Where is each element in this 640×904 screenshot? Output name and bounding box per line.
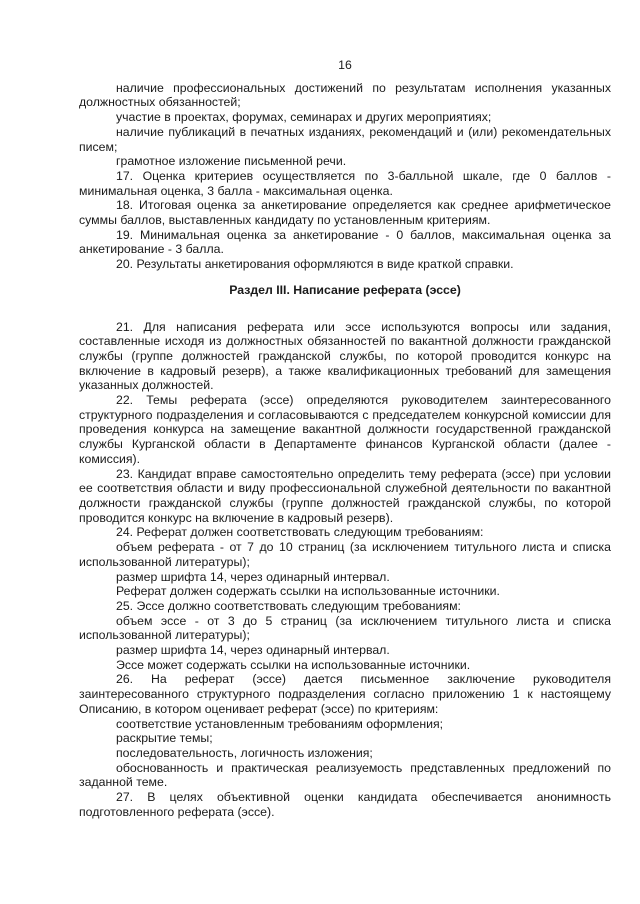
paragraph-23: 23. Кандидат вправе самостоятельно определить тему реферата (эссе) при условии ее соответствия области и виду профессиональной служебной деятельности по вакантной должности гражданской службы (группе должностей гражданской службы, по которой проводится конкурс на включение в кадровый резерв). [79,466,611,525]
paragraph-21: 21. Для написания реферата или эссе используются вопросы или задания, составленные исходя из должностных обязанностей по вакантной должности гражданской службы (группе должностей гражданской службы, по которой проводится конкурс на включение в кадровый резерв), а также квалификационных требований для замещения указанных должностей. [79,319,611,393]
paragraph: обоснованность и практическая реализуемость представленных предложений по заданной теме. [79,760,611,790]
paragraph: Реферат должен содержать ссылки на использованные источники. [116,584,500,599]
paragraph-22: 22. Темы реферата (эссе) определяются руководителем заинтересованного структурного подразделения и согласовываются с председателем конкурсной комиссии для проведения конкурса на замещение вакантной должности государственной гражданской службы Курганской области в Департаменте финансов Курганской области (далее - комиссия). [79,393,611,466]
paragraph: участие в проектах, форумах, семинарах и других мероприятиях; [116,110,492,125]
paragraph: раскрытие темы; [116,731,213,746]
paragraph: наличие публикаций в печатных изданиях, рекомендаций и (или) рекомендательных писем; [79,124,611,154]
paragraph-20: 20. Результаты анкетирования оформляются в виде краткой справки. [116,257,514,272]
page-number: 16 [338,58,352,72]
paragraph-19: 19. Минимальная оценка за анкетирование - 0 баллов, максимальная оценка за анкетирование - 3 балла. [79,227,611,257]
paragraph-26: 26. На реферат (эссе) дается письменное заключение руководителя заинтересованного структурного подразделения согласно приложению 1 к настоящему Описанию, в котором оценивает реферат (эссе) по критериям: [79,672,611,716]
paragraph: объем эссе - от 3 до 5 страниц (за исключением титульного листа и списка использованной литературы); [79,613,611,643]
paragraph: соответствие установленным требованиям оформления; [116,716,444,731]
paragraph: размер шрифта 14, через одинарный интервал. [116,569,390,584]
paragraph: наличие профессиональных достижений по результатам исполнения указанных должностных обязанностей; [79,80,611,110]
document-page [79,58,611,819]
paragraph-24: 24. Реферат должен соответствовать следующим требованиям: [116,525,484,540]
paragraph: размер шрифта 14, через одинарный интервал. [116,643,390,658]
paragraph: последовательность, логичность изложения; [116,745,373,760]
paragraph-18: 18. Итоговая оценка за анкетирование определяется как среднее арифметическое суммы баллов, выставленных кандидату по установленным критериям. [79,198,611,228]
section-title: Раздел III. Написание реферата (эссе) [229,282,461,297]
paragraph: объем реферата - от 7 до 10 страниц (за исключением титульного листа и списка использованной литературы); [79,540,611,569]
paragraph: грамотное изложение письменной речи. [116,154,347,169]
paragraph-17: 17. Оценка критериев осуществляется по 3-балльной шкале, где 0 баллов - минимальная оценка, 3 балла - максимальная оценка. [79,168,611,198]
paragraph: Эссе может содержать ссылки на использованные источники. [116,657,471,672]
paragraph-25: 25. Эссе должно соответствовать следующим требованиям: [116,598,461,613]
paragraph-27: 27. В целях объективной оценки кандидата обеспечивается анонимность подготовленного реферата (эссе). [79,790,611,819]
